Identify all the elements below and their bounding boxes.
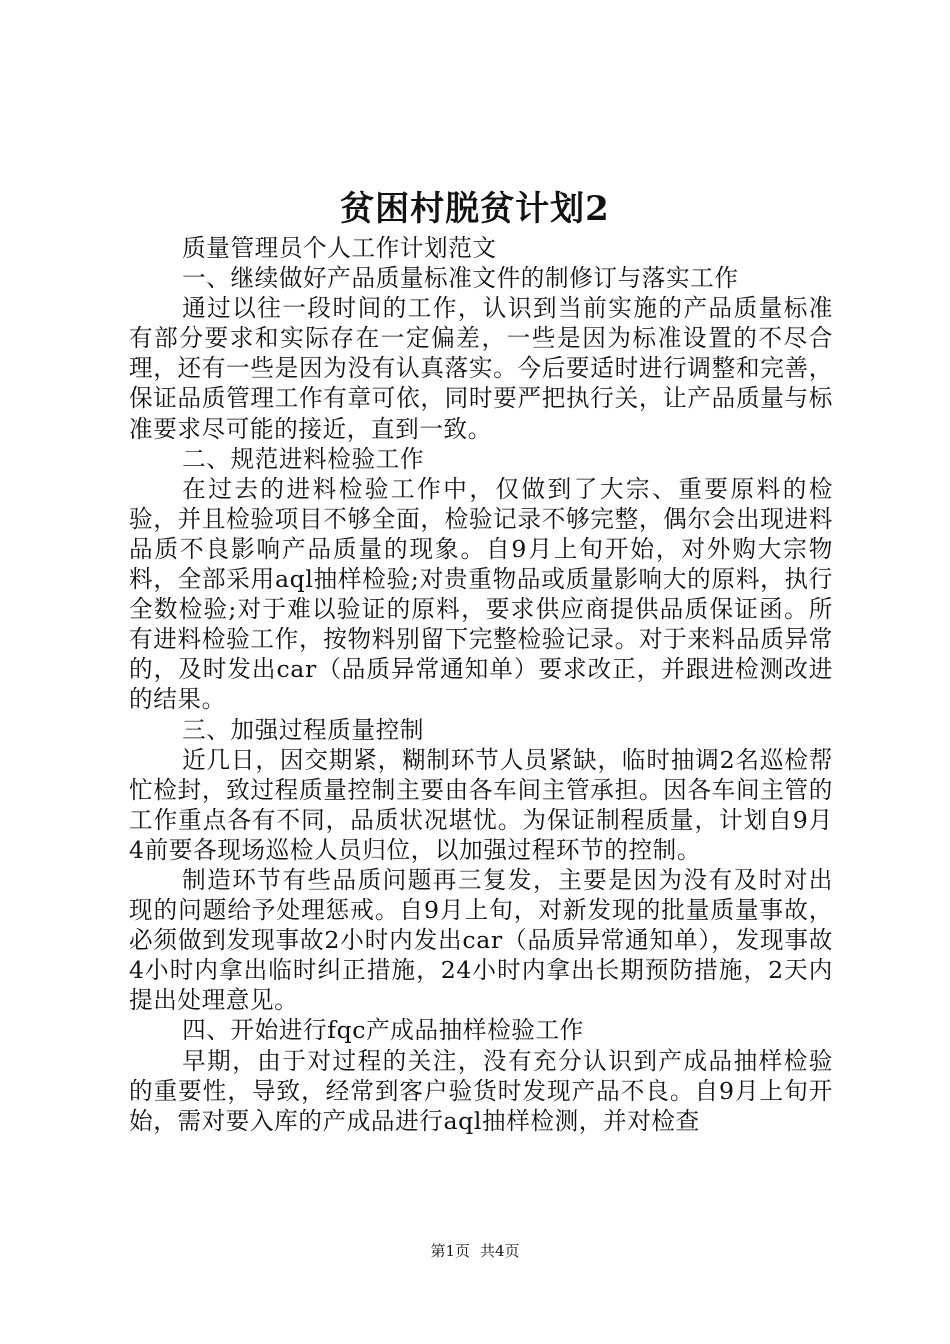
page-total: 共4页 (480, 1242, 520, 1260)
page-footer (0, 1240, 950, 1262)
section-paragraph: 通过以往一段时间的工作，认识到当前实施的产品质量标准有部分要求和实际存在一定偏差，一些是因为标准设置的不尽合理，还有一些是因为没有认真落实。今后要适时进行调整和完善，保证品质管理工作有章可依，同时要严把执行关，让产品质量与标准要求尽可能的接近，直到一致。 (129, 294, 833, 443)
section-paragraph: 在过去的进料检验工作中，仅做到了大宗、重要原料的检验，并且检验项目不够全面，检验记录不够完整，偶尔会出现进料品质不良影响产品质量的现象。自9月上旬开始，对外购大宗物料，全部采用aql抽样检验;对贵重物品或质量影响大的原料，执行全数检验;对于难以验证的原料，要求供应商提供品质保证函。所有进料检验工作，按物料别留下完整检验记录。对于来料品质异常的，及时发出car（品质异常通知单）要求改正，并跟进检测改进的结果。 (129, 474, 833, 714)
section-paragraph: 近几日，因交期紧，糊制环节人员紧缺，临时抽调2名巡检帮忙检封，致过程质量控制主要由各车间主管承担。因各车间主管的工作重点各有不同，品质状况堪忧。为保证制程质量，计划自9月4前要各现场巡检人员归位，以加强过程环节的控制。 (129, 745, 833, 864)
document-body (129, 233, 833, 1136)
document-subtitle: 质量管理员个人工作计划范文 (182, 234, 497, 262)
section-paragraph: 制造环节有些品质问题再三复发，主要是因为没有及时对出现的问题给予处理惩戒。自9月上旬，对新发现的批量质量事故，必须做到发现事故2小时内发出car（品质异常通知单），发现事故4小时内拿出临时纠正措施，24小时内拿出长期预防措施，2天内提出处理意见。 (129, 865, 833, 1015)
document-title: 贫困村脱贫计划2 (340, 189, 610, 229)
page-number: 第1页 (430, 1242, 470, 1260)
section-heading: 二、规范进料检验工作 (182, 444, 425, 473)
section-heading: 三、加强过程质量控制 (182, 715, 425, 744)
section-heading: 四、开始进行fqc产成品抽样检验工作 (182, 1016, 584, 1045)
section-heading: 一、继续做好产品质量标准文件的制修订与落实工作 (182, 264, 739, 293)
section-paragraph: 早期，由于对过程的关注，没有充分认识到产成品抽样检验的重要性，导致，经常到客户验货时发现产品不良。自9月上旬开始，需对要入库的产成品进行aql抽样检测，并对检查 (129, 1046, 833, 1135)
